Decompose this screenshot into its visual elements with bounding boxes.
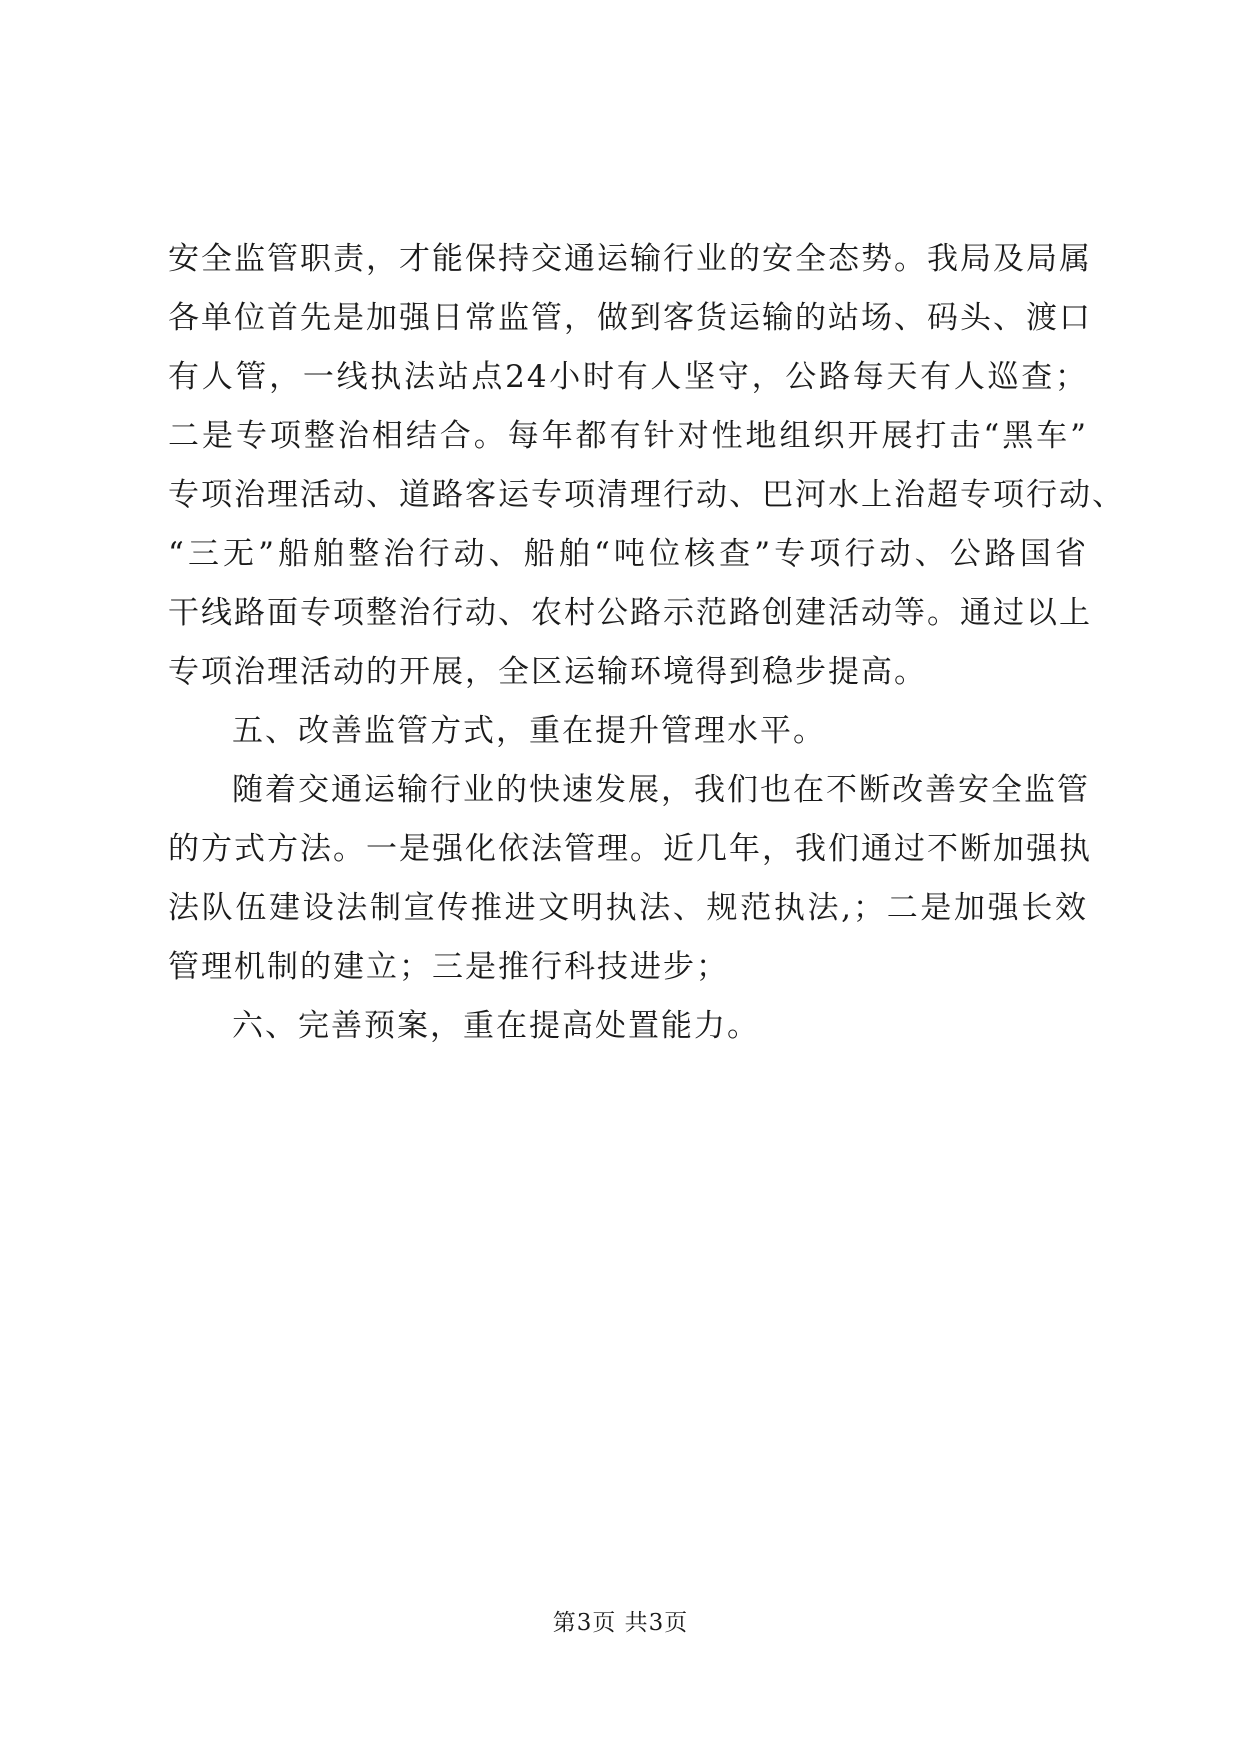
- text-line: 干线路面专项整治行动、农村公路示范路创建活动等。通过以上: [168, 595, 1092, 631]
- text-line: 随着交通运输行业的快速发展，我们也在不断改善安全监管: [232, 772, 1090, 808]
- text-line: 专项治理活动的开展，全区运输环境得到稳步提高。: [168, 654, 927, 690]
- text-line: 二是专项整治相结合。每年都有针对性地组织开展打击“黑车”: [168, 418, 1088, 454]
- page-number-footer: 第3页 共3页: [552, 1610, 689, 1636]
- text-line: 的方式方法。一是强化依法管理。近几年，我们通过不断加强执: [168, 831, 1092, 867]
- text-line: 有人管，一线执法站点24小时有人坚守，公路每天有人巡查；: [168, 359, 1088, 395]
- document-body: [168, 230, 1125, 1056]
- text-line: 安全监管职责，才能保持交通运输行业的安全态势。我局及局属: [168, 241, 1092, 277]
- section-heading: 六、完善预案，重在提高处置能力。: [232, 1008, 760, 1044]
- text-line: 法队伍建设法制宣传推进文明执法、规范执法,；二是加强长效: [168, 890, 1088, 926]
- text-line: 管理机制的建立；三是推行科技进步；: [168, 949, 729, 985]
- text-line: “三无”船舶整治行动、船舶“吨位核查”专项行动、公路国省: [168, 536, 1088, 572]
- section-heading: 五、改善监管方式，重在提升管理水平。: [232, 713, 826, 749]
- text-line: 各单位首先是加强日常监管，做到客货运输的站场、码头、渡口: [168, 300, 1092, 336]
- text-line: 专项治理活动、道路客运专项清理行动、巴河水上治超专项行动、: [168, 477, 1125, 513]
